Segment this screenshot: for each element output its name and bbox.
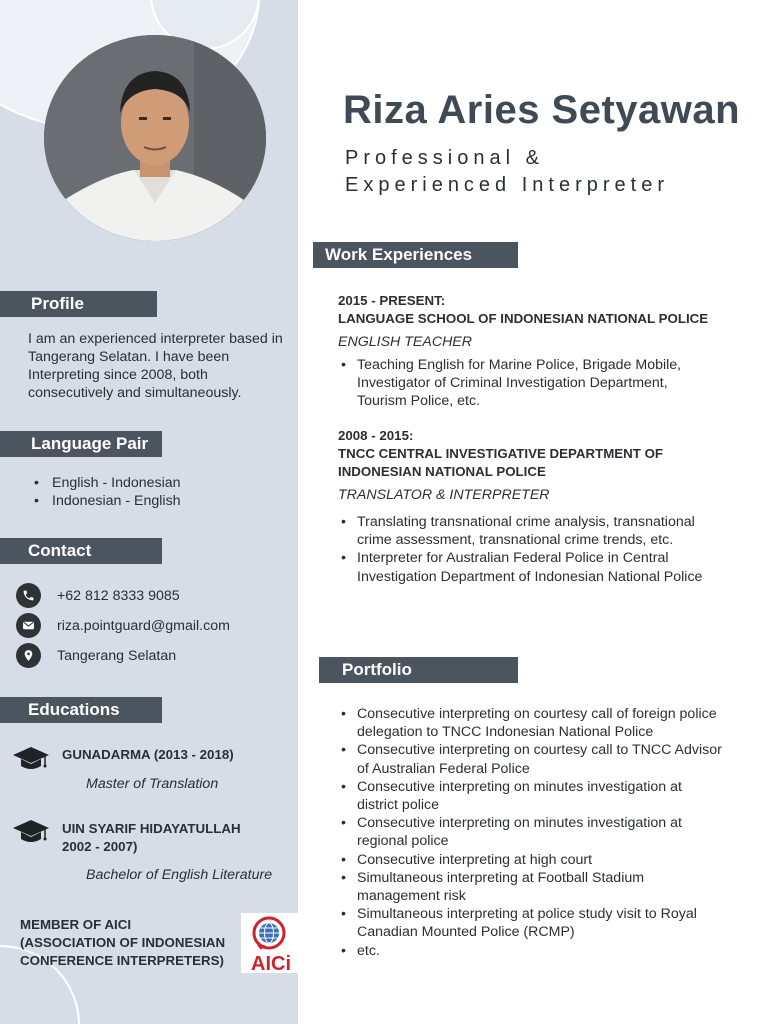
- language-pair-list: [30, 474, 181, 510]
- tagline-line: Professional &: [345, 147, 544, 169]
- contact-phone: [16, 583, 180, 608]
- education-school-line: UIN SYARIF HIDAYATULLAH: [62, 821, 241, 836]
- membership-line: MEMBER OF AICI: [20, 917, 132, 932]
- work-experiences-heading: Work Experiences: [313, 242, 518, 268]
- phone-number[interactable]: +62 812 8333 9085: [57, 587, 180, 604]
- job-date: 2008 - 2015:: [338, 428, 414, 443]
- membership-line: (ASSOCIATION OF INDONESIAN: [20, 935, 226, 950]
- portfolio-item: • Simultaneous interpreting at Football Stadium management risk: [338, 869, 723, 905]
- education-school-line: 2002 - 2007): [62, 839, 138, 854]
- aici-logo: [241, 913, 301, 973]
- membership-line: CONFERENCE INTERPRETERS): [20, 953, 224, 968]
- person-name: Riza Aries Setyawan: [343, 88, 741, 132]
- educations-heading: Educations: [0, 697, 162, 723]
- contact-location: [16, 643, 176, 668]
- portfolio-item: • Consecutive interpreting on courtesy call to TNCC Advisor of Australian Federal Police: [338, 741, 723, 777]
- graduation-cap-icon: [12, 818, 50, 844]
- portfolio-item: • etc.: [338, 942, 723, 960]
- job-bullets: [338, 356, 698, 411]
- phone-icon: [16, 583, 41, 608]
- graduation-cap-icon: [12, 745, 50, 771]
- portfolio-item: • Simultaneous interpreting at police study visit to Royal Canadian Mounted Police (RCMP): [338, 905, 723, 941]
- sidebar: [0, 0, 298, 1024]
- education-school: GUNADARMA (2013 - 2018): [62, 747, 234, 762]
- portfolio-item: • Consecutive interpreting at high court: [338, 851, 723, 869]
- job-bullet: • Interpreter for Australian Federal Police in Central Investigation Department of Indonesian National Police: [338, 549, 718, 585]
- job-company: TNCC CENTRAL INVESTIGATIVE DEPARTMENT OF INDONESIAN NATIONAL POLICE: [338, 446, 664, 479]
- portfolio-list: [338, 705, 723, 960]
- language-pair-heading: Language Pair: [0, 431, 162, 457]
- membership-text: [20, 916, 250, 970]
- language-pair-item: • Indonesian - English: [30, 492, 181, 510]
- svg-text:AICi: AICi: [251, 953, 291, 973]
- contact-heading: Contact: [0, 538, 162, 564]
- job-bullet: • Teaching English for Marine Police, Brigade Mobile, Investigator of Criminal Investigation Department, Tourism Police, etc.: [338, 356, 698, 411]
- job-company: LANGUAGE SCHOOL OF INDONESIAN NATIONAL POLICE: [338, 311, 709, 326]
- mail-icon: [16, 613, 41, 638]
- profile-photo: [44, 35, 266, 241]
- education-school: [62, 820, 241, 856]
- job-role: TRANSLATOR & INTERPRETER: [338, 487, 550, 503]
- location-text: Tangerang Selatan: [57, 647, 177, 664]
- portfolio-heading: Portfolio: [319, 657, 518, 683]
- contact-email: [16, 613, 230, 638]
- tagline: [345, 145, 669, 199]
- job-role: ENGLISH TEACHER: [338, 334, 473, 350]
- education-degree: Bachelor of English Literature: [86, 867, 273, 883]
- job-date: 2015 - PRESENT:: [338, 293, 446, 308]
- portfolio-item: • Consecutive interpreting on courtesy call of foreign police delegation to TNCC Indonesian National Police: [338, 705, 723, 741]
- language-pair-item: • English - Indonesian: [30, 474, 181, 492]
- portfolio-item: • Consecutive interpreting on minutes investigation at district police: [338, 778, 723, 814]
- tagline-line: Experienced Interpreter: [345, 174, 670, 196]
- location-pin-icon: [16, 643, 41, 668]
- email-address[interactable]: riza.pointguard@gmail.com: [57, 617, 230, 634]
- portfolio-item: • Consecutive interpreting on minutes investigation at regional police: [338, 814, 723, 850]
- profile-text: I am an experienced interpreter based in Tangerang Selatan. I have been Interpreting since 2008, both consecutively and simultaneously.: [28, 331, 283, 401]
- job-bullets: [338, 513, 718, 586]
- education-degree: Master of Translation: [86, 776, 219, 792]
- profile-heading: Profile: [0, 291, 157, 317]
- job-bullet: • Translating transnational crime analysis, transnational crime assessment, transnational crime trends, etc.: [338, 513, 718, 549]
